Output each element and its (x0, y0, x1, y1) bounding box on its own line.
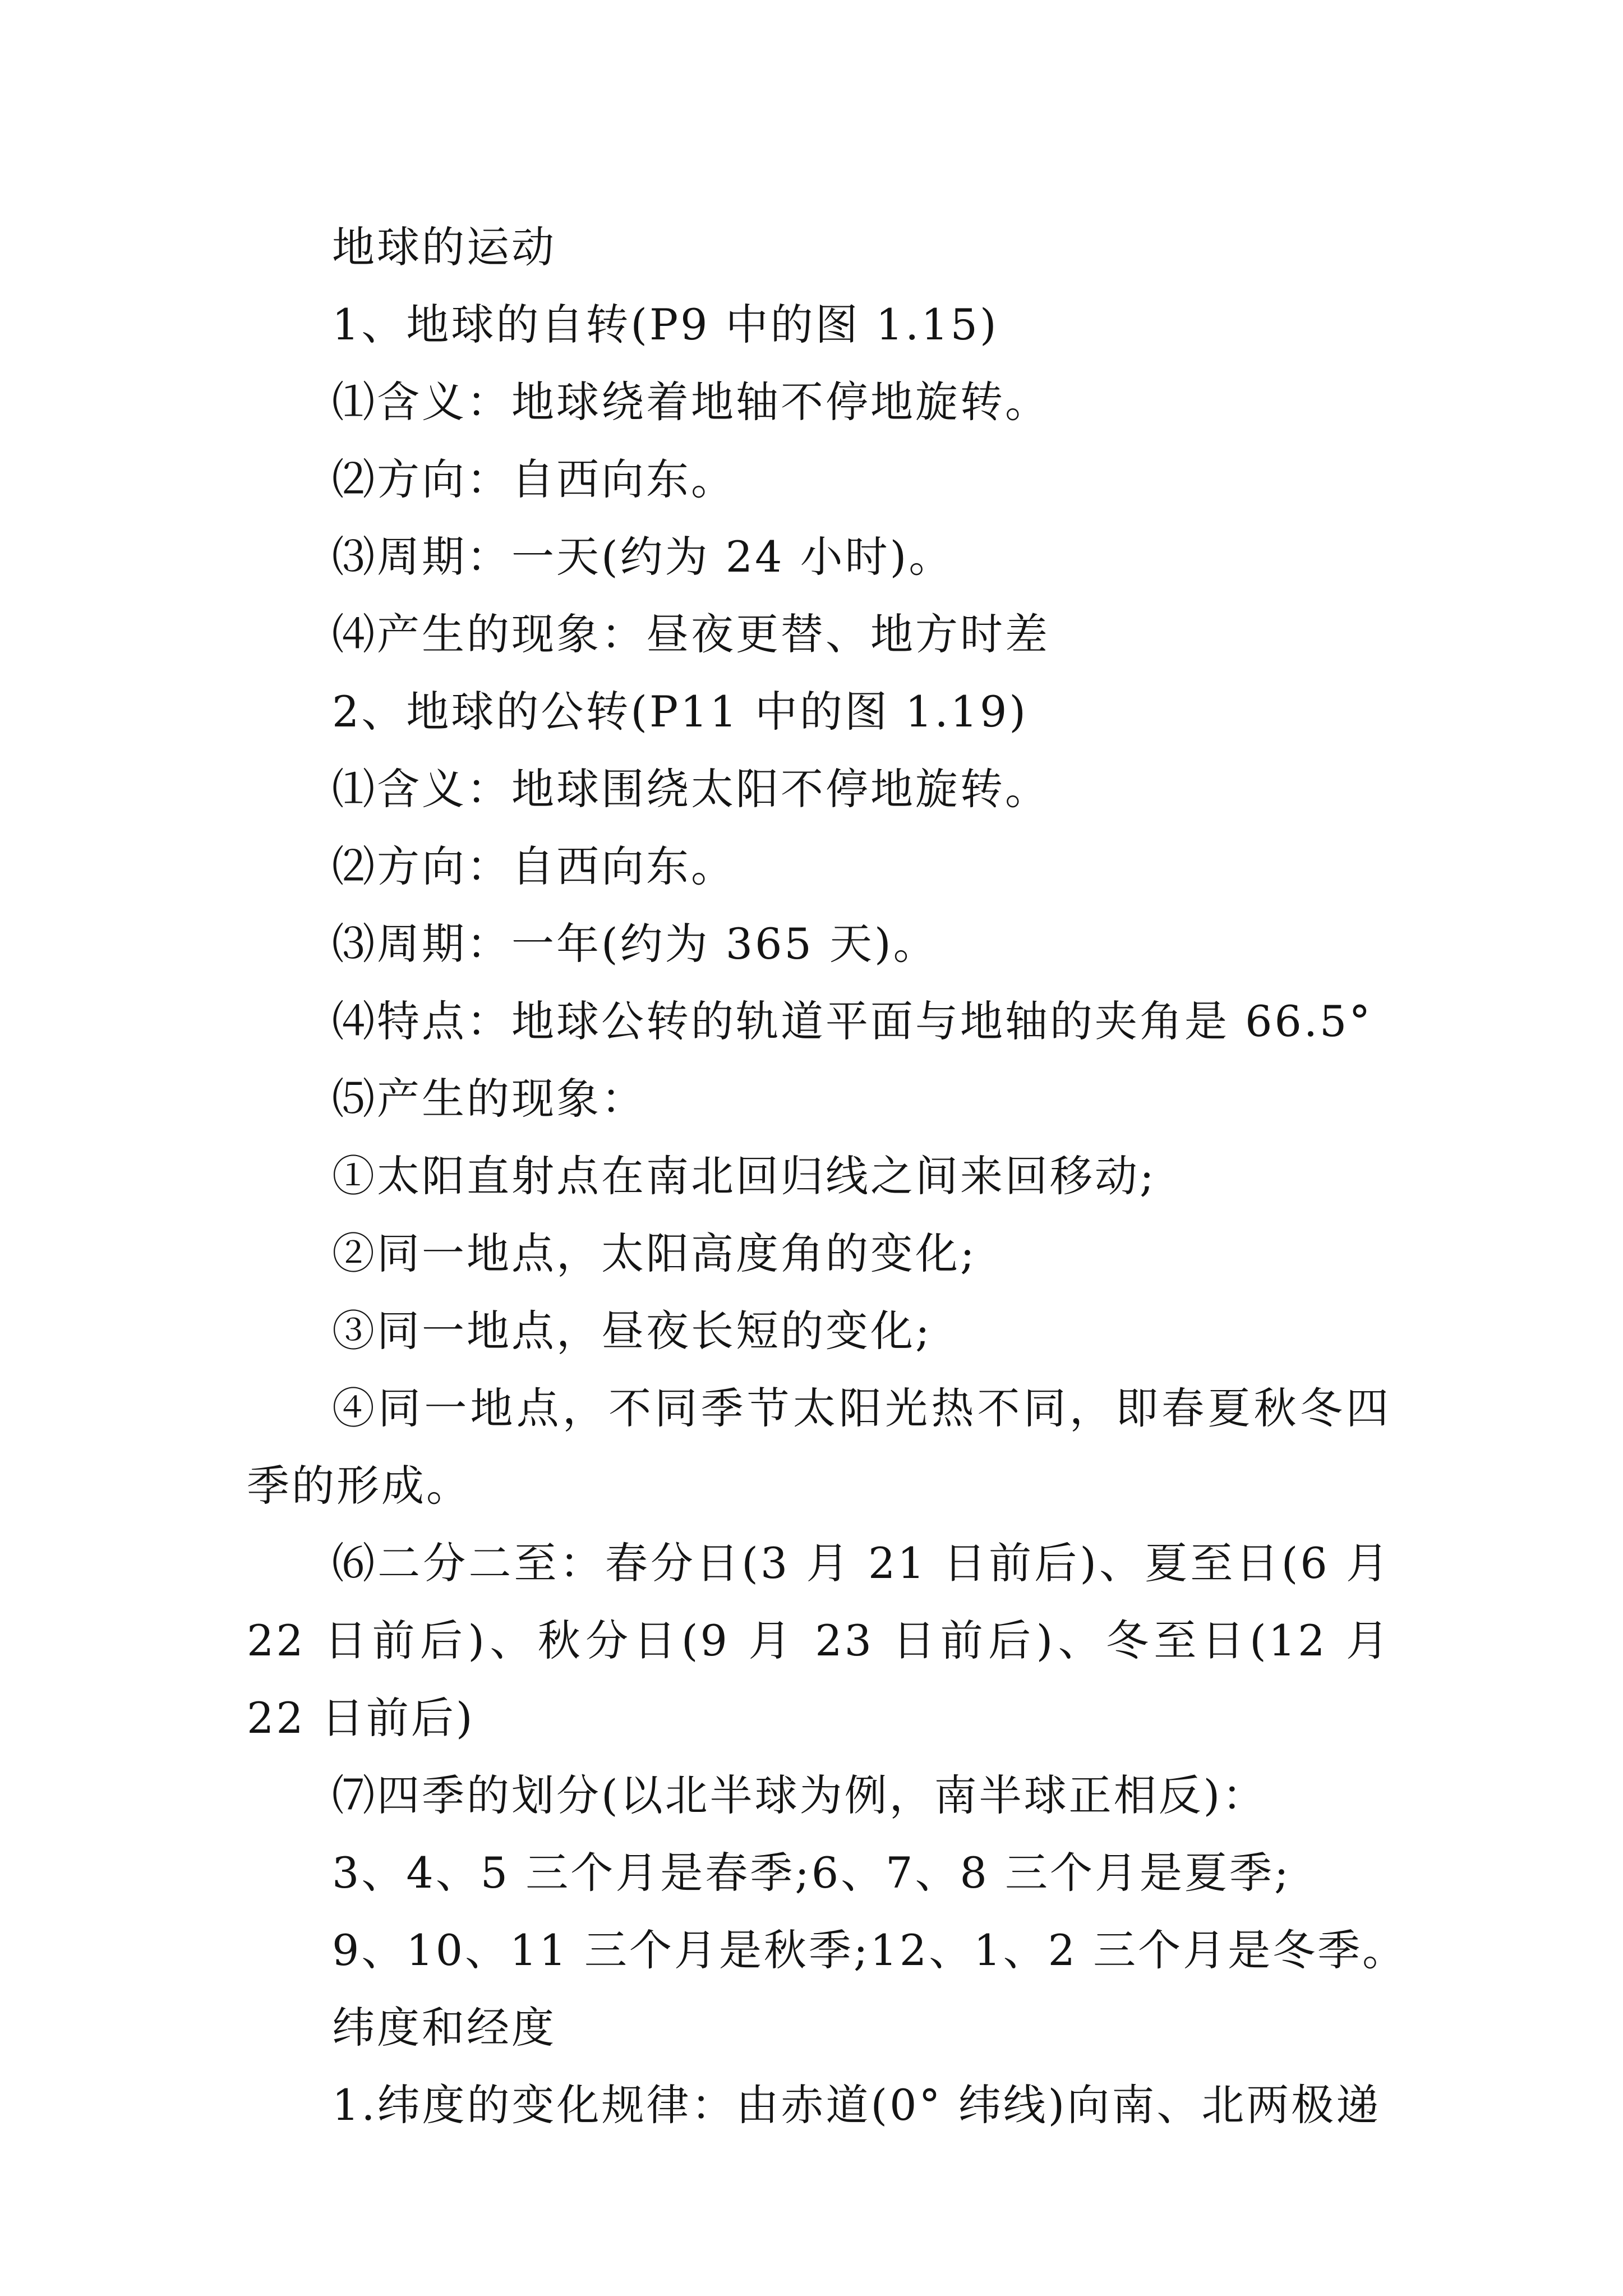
heading-rotation: 1、地球的自转(P9 中的图 1.15) (332, 300, 999, 349)
rotation-meaning: ⑴含义：地球绕着地轴不停地旋转。 (332, 377, 1050, 427)
section-title-latitude-longitude: 纬度和经度 (332, 2003, 556, 2053)
rotation-phenomena: ⑷产生的现象：昼夜更替、地方时差 (332, 609, 1050, 659)
seasons-spring-summer: 3、4、5 三个月是春季;6、7、8 三个月是夏季; (332, 1848, 1291, 1898)
seasons-division-heading: ⑺四季的划分(以北半球为例，南半球正相反)： (332, 1770, 1267, 1820)
revolution-period: ⑶周期：一年(约为 365 天)。 (332, 919, 938, 969)
seasons-autumn-winter: 9、10、11 三个月是秋季;12、1、2 三个月是冬季。 (332, 1925, 1408, 1975)
rotation-direction: ⑵方向：自西向东。 (332, 454, 736, 504)
equinox-solstice-paragraph: ⑹二分二至：春分日(3 月 21 日前后)、夏至日(6 月 22 日前后)、秋分日(9 月 23 日前后)、冬至日(12 月 22 日前后) (247, 1538, 1391, 1743)
phenomenon-item-2: ②同一地点，太阳高度角的变化; (332, 1228, 977, 1278)
phenomenon-item-4: ④同一地点，不同季节太阳光热不同，即春夏秋冬四季的形成。 (247, 1383, 1391, 1511)
latitude-rule: 1.纬度的变化规律：由赤道(0° 纬线)向南、北两极递 (332, 2080, 1381, 2130)
section-title-earth-motion: 地球的运动 (332, 222, 556, 272)
phenomenon-item-1: ①太阳直射点在南北回归线之间来回移动; (332, 1151, 1156, 1201)
rotation-period: ⑶周期：一天(约为 24 小时)。 (332, 532, 954, 582)
revolution-direction: ⑵方向：自西向东。 (332, 841, 736, 891)
revolution-meaning: ⑴含义：地球围绕太阳不停地旋转。 (332, 764, 1050, 814)
heading-revolution: 2、地球的公转(P11 中的图 1.19) (332, 687, 1029, 737)
document-body (247, 209, 1408, 2144)
revolution-phenomena-heading: ⑸产生的现象： (332, 1074, 646, 1124)
revolution-feature: ⑷特点：地球公转的轨道平面与地轴的夹角是 66.5° (332, 996, 1373, 1046)
phenomenon-item-3: ③同一地点，昼夜长短的变化; (332, 1306, 932, 1356)
